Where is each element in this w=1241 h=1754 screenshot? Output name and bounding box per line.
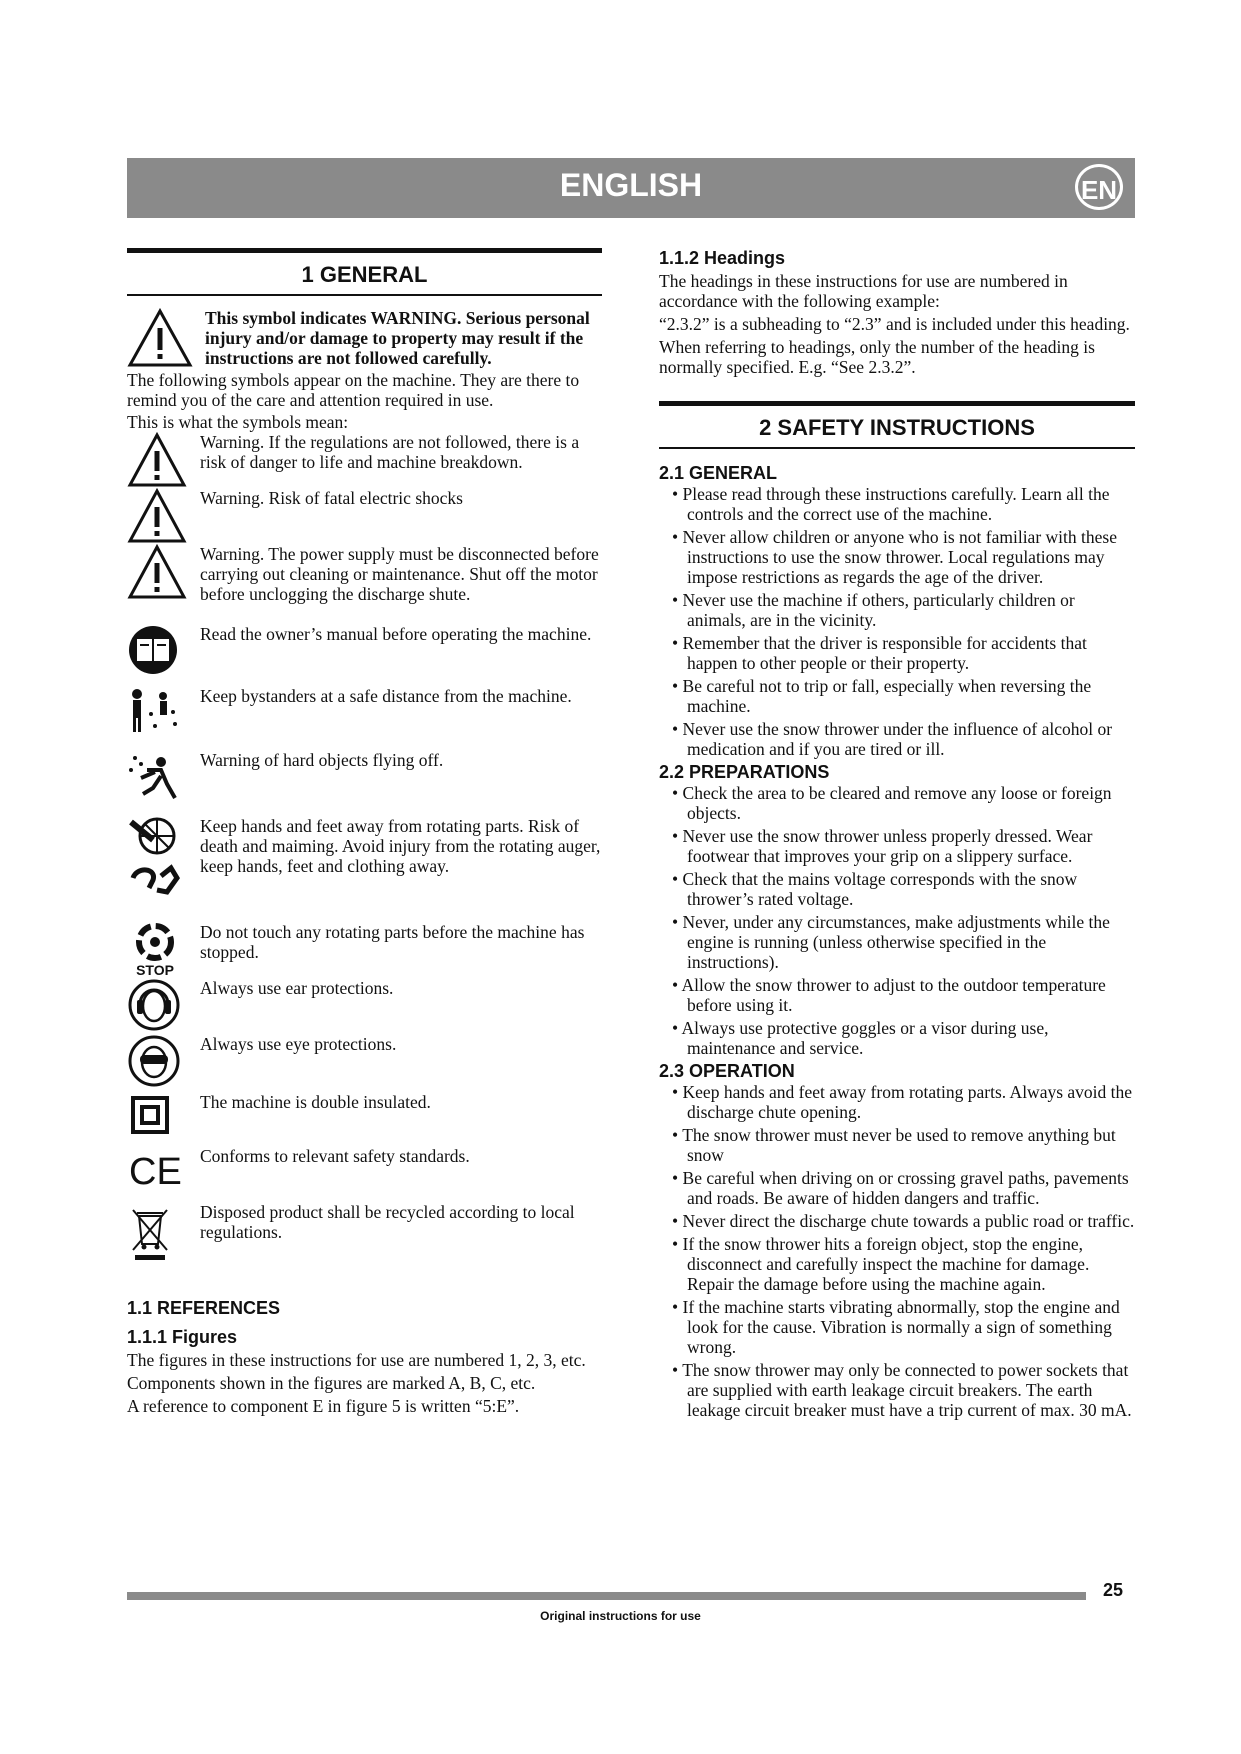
manual-book-icon — [127, 624, 200, 686]
symbol-text: Keep bystanders at a safe distance from the machine. — [200, 686, 572, 706]
footer-note: Original instructions for use — [540, 1609, 701, 1623]
symbol-text: Read the owner’s manual before operating the machine. — [200, 624, 592, 644]
preparations-list — [659, 783, 1135, 1058]
references-heading: 1.1 REFERENCES — [127, 1298, 281, 1318]
list-item: • Never, under any circumstances, make adjustments while the engine is running (unless otherwise specified in the instructions). — [659, 912, 1135, 972]
stop-label: STOP — [136, 962, 174, 978]
section-title-safety: 2 SAFETY INSTRUCTIONS — [659, 401, 1135, 449]
list-item: • Never use the machine if others, particularly children or animals, are in the vicinity. — [659, 590, 1135, 630]
disconnect-warning-icon — [127, 544, 200, 624]
list-item: • Remember that the driver is responsible for accidents that happen to other people or their property. — [659, 633, 1135, 673]
list-item: • Be careful when driving on or crossing gravel paths, pavements and roads. Be aware of hidden dangers and traffic. — [659, 1168, 1135, 1208]
flying-objects-icon — [127, 750, 200, 816]
stop-rotation-icon — [127, 922, 200, 978]
eye-protection-icon — [127, 1034, 200, 1092]
list-item: • Be careful not to trip or fall, especially when reversing the machine. — [659, 676, 1135, 716]
list-item: • Never use the snow thrower unless properly dressed. Wear footwear that improves your grip on a slippery surface. — [659, 826, 1135, 866]
footer-bar — [127, 1592, 1086, 1600]
symbol-text: Conforms to relevant safety standards. — [200, 1146, 470, 1166]
symbols-intro-2: This is what the symbols mean: — [127, 412, 349, 432]
left-column — [127, 248, 602, 1416]
list-item: • If the snow thrower hits a foreign object, stop the engine, disconnect and carefully inspect the machine for damage. Repair the damage before using the machine again. — [659, 1234, 1135, 1294]
symbol-text: Warning. If the regulations are not followed, there is a risk of danger to life and machine breakdown. — [200, 432, 580, 472]
symbol-text: Disposed product shall be recycled according to local regulations. — [200, 1202, 575, 1242]
symbol-row — [127, 432, 602, 488]
symbol-row — [127, 978, 602, 1034]
figures-paragraph-2: Components shown in the figures are marked A, B, C, etc. — [127, 1373, 536, 1393]
preparations-heading: 2.2 PREPARATIONS — [659, 762, 830, 782]
list-item: • Check that the mains voltage corresponds with the snow thrower’s rated voltage. — [659, 869, 1135, 909]
symbol-row — [127, 1146, 602, 1202]
list-item: • Please read through these instructions carefully. Learn all the controls and the correct use of the machine. — [659, 484, 1135, 524]
headings-paragraph-2: “2.3.2” is a subheading to “2.3” and is included under this heading. — [659, 314, 1130, 334]
general-heading: 2.1 GENERAL — [659, 463, 778, 483]
symbol-row — [127, 816, 602, 922]
symbol-row — [127, 922, 602, 978]
symbol-text: Do not touch any rotating parts before the machine has stopped. — [200, 922, 585, 962]
symbol-row — [127, 1034, 602, 1092]
bystanders-icon — [127, 686, 200, 750]
general-list — [659, 484, 1135, 759]
right-column — [659, 248, 1135, 1423]
headings-paragraph-3: When referring to headings, only the number of the heading is normally specified. E.g. “See 2.3.2”. — [659, 337, 1095, 377]
symbol-text: Warning. Risk of fatal electric shocks — [200, 488, 463, 508]
list-item: • The snow thrower may only be connected to power sockets that are supplied with earth leakage circuit breakers. The earth leakage circuit breaker must have a trip current of max. 30 mA. — [659, 1360, 1135, 1420]
list-item: • Allow the snow thrower to adjust to the outdoor temperature before using it. — [659, 975, 1135, 1015]
section-title-general: 1 GENERAL — [127, 248, 602, 296]
ce-label: CE — [129, 1151, 182, 1192]
symbol-row — [127, 750, 602, 816]
list-item: • Always use protective goggles or a visor during use, maintenance and service. — [659, 1018, 1135, 1058]
figures-paragraph-1: The figures in these instructions for use are numbered 1, 2, 3, etc. — [127, 1350, 586, 1370]
headings-heading: 1.1.2 Headings — [659, 248, 786, 268]
page-number: 25 — [1103, 1580, 1124, 1600]
symbol-text: The machine is double insulated. — [200, 1092, 431, 1112]
electric-warning-icon — [127, 488, 200, 544]
rotating-parts-icon — [127, 816, 200, 922]
ear-protection-icon — [127, 978, 200, 1034]
list-item: • Check the area to be cleared and remove any loose or foreign objects. — [659, 783, 1135, 823]
symbol-row — [127, 544, 602, 624]
headings-paragraph-1: The headings in these instructions for use are numbered in accordance with the following example: — [659, 271, 1068, 311]
symbol-text: Warning of hard objects flying off. — [200, 750, 444, 770]
symbol-text: Warning. The power supply must be disconnected before carrying out cleaning or maintenance. Shut off the motor before unclogging the discharge shute. — [200, 544, 599, 604]
list-item: • Keep hands and feet away from rotating parts. Always avoid the discharge chute opening. — [659, 1082, 1135, 1122]
operation-list — [659, 1082, 1135, 1420]
double-insulated-icon — [127, 1092, 200, 1146]
figures-paragraph-3: A reference to component E in figure 5 is written “5:E”. — [127, 1396, 520, 1416]
recycle-bin-icon — [127, 1202, 200, 1290]
operation-heading: 2.3 OPERATION — [659, 1061, 795, 1081]
symbol-text: Always use ear protections. — [200, 978, 394, 998]
warning-triangle-icon — [127, 432, 200, 488]
symbol-row — [127, 1092, 602, 1146]
language-banner — [127, 158, 1135, 218]
language-badge: EN — [1075, 164, 1123, 210]
warning-note-text: This symbol indicates WARNING. Serious personal injury and/or damage to property may result if the instructions are not followed carefully. — [205, 308, 590, 368]
warning-triangle-icon — [127, 308, 205, 368]
list-item: • Never use the snow thrower under the influence of alcohol or medication and if you are tired or ill. — [659, 719, 1135, 759]
symbol-row — [127, 624, 602, 686]
list-item: • If the machine starts vibrating abnormally, stop the engine and look for the cause. Vibration is normally a sign of something wrong. — [659, 1297, 1135, 1357]
list-item: • Never direct the discharge chute towards a public road or traffic. — [659, 1211, 1135, 1231]
banner-title: ENGLISH — [559, 167, 703, 203]
symbol-text: Always use eye protections. — [200, 1034, 397, 1054]
symbol-text: Keep hands and feet away from rotating parts. Risk of death and maiming. Avoid injury from the rotating auger, keep hands, feet and clothing away. — [200, 816, 601, 876]
symbol-row — [127, 488, 602, 544]
figures-heading: 1.1.1 Figures — [127, 1327, 238, 1347]
ce-mark-icon — [127, 1146, 200, 1202]
list-item: • The snow thrower must never be used to remove anything but snow — [659, 1125, 1135, 1165]
warning-note — [127, 308, 602, 368]
symbol-row — [127, 686, 602, 750]
list-item: • Never allow children or anyone who is not familiar with these instructions to use the snow thrower. Local regulations may impose restrictions as regards the age of the driver. — [659, 527, 1135, 587]
symbols-intro: The following symbols appear on the machine. They are there to remind you of the care and attention required in use. — [127, 370, 580, 410]
symbol-row — [127, 1202, 602, 1290]
